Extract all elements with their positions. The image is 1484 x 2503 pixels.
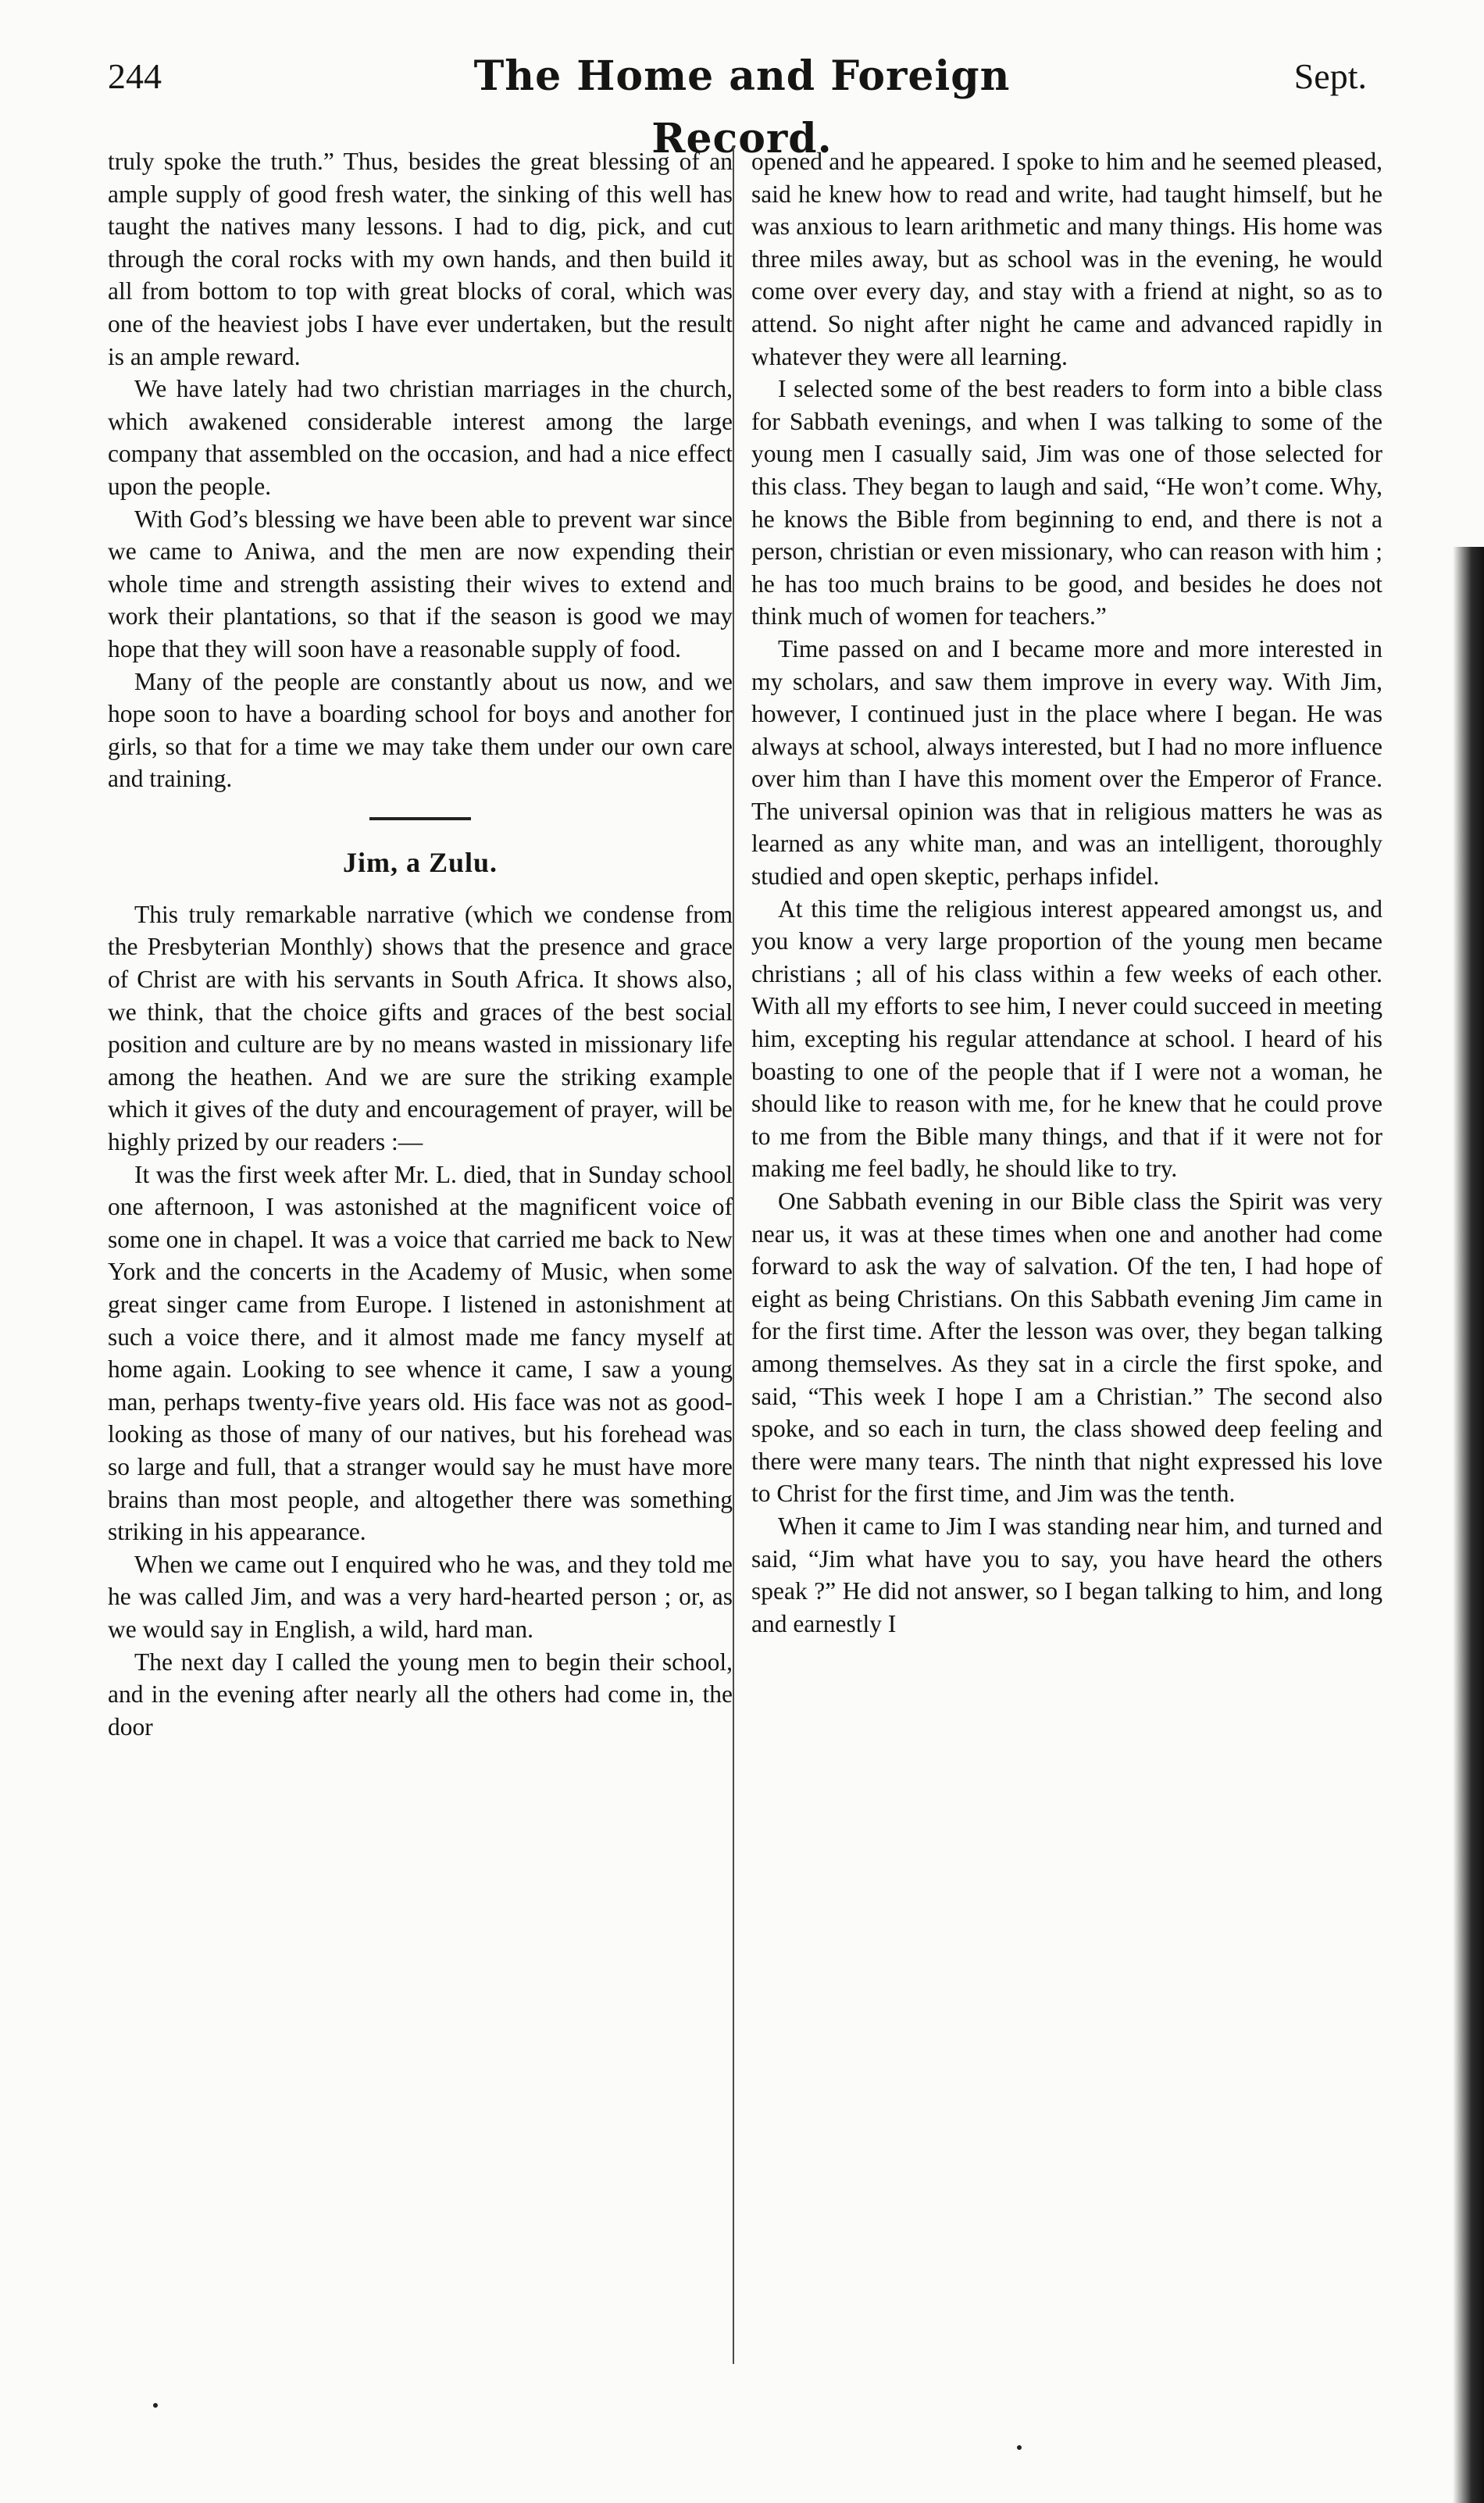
paragraph: It was the first week after Mr. L. died, that in Sunday school one afternoon, I was astonished at the magnificent voice of some one in chapel. It was a voice that carried me back to New York and the concerts in the Academy of Music, when some great singer came from Europe. I listened in astonishment at such a voice there, and it almost made me fancy myself at home again. Looking to see whence it came, I saw a young man, perhaps twenty-five years old. His face was not as good-looking as those of many of our natives, but his forehead was so large and full, that a stranger would say he must have more brains than most people, and altogether there was something striking in his appearance. xyxy=(108,1160,733,1546)
left-column xyxy=(108,145,733,2392)
right-column xyxy=(751,145,1382,2392)
issue-month: Sept. xyxy=(1293,56,1367,96)
column-separator xyxy=(733,145,734,2364)
page-header xyxy=(0,45,1484,162)
paragraph: One Sabbath evening in our Bible class the Spirit was very near us, it was at these times when one and another had come forward to ask the way of salvation. Of the ten, I had hope of eight as being Christians. On this Sabbath evening Jim came in for the first time. After the lesson was over, they began talking among themselves. As they sat in a circle the first spoke, and said, “This week I hope I am a Christian.” The second also spoke, and so each in turn, the class showed deep feeling and there were many tears. The ninth that night expressed his love to Christ for the first time, and Jim was the tenth. xyxy=(751,1187,1382,1508)
paragraph: truly spoke the truth.” Thus, besides the great blessing of an ample supply of good fresh water, the sinking of this well has taught the natives many lessons. I had to dig, pick, and cut through the coral rocks with my own hands, and then build it all from bottom to top with great blocks of coral, which was one of the heaviest jobs I have ever undertaken, but the result is an ample reward. xyxy=(108,148,733,370)
paragraph: At this time the religious interest appeared amongst us, and you know a very large proportion of the young men became christians ; all of his class within a few weeks of each other. With all my efforts to see him, I never could succeed in meeting him, excepting his regular attendance at school. I heard of his boasting to one of the people that if I were not a woman, he should like to reason with me, for he knew that he could prove to me from the Bible many things, and that if it were not for making me feel badly, he should like to try. xyxy=(751,894,1382,1183)
paragraph: I selected some of the best readers to form into a bible class for Sabbath evenings, and when I was talking to some of the young men I casually said, Jim was one of those selected for this class. They began to laugh and said, “He won’t come. Why, he knows the Bible from beginning to end, and there is not a person, christian or even missionary, who can reason with him ; he has too much brains to be good, and besides he does not think much of women for teachers.” xyxy=(751,375,1382,630)
speck xyxy=(1017,2445,1022,2450)
paragraph: Time passed on and I became more and more interested in my scholars, and saw them improve in every way. With Jim, however, I continued just in the place where I began. He was always at school, always interested, but I had no more influence over him than I have this moment over the Emperor of France. The universal opinion was that in religious matters he was as learned as any white man, and was an intelligent, thoroughly studied and open skeptic, perhaps infidel. xyxy=(751,634,1382,891)
paragraph: This truly remarkable narrative (which we condense from the Presbyterian Monthly) shows that the presence and grace of Christ are with his servants in South Africa. It shows also, we think, that the choice gifts and graces of the best social position and culture are by no means wasted in missionary life among the heathen. And we are sure the striking example which it gives of the duty and encouragement of prayer, will be highly prized by our readers :— xyxy=(108,900,733,1156)
paragraph: When it came to Jim I was standing near him, and turned and said, “Jim what have you to say, you have heard the others speak ?” He did not answer, so I began talking to him, and long and earnestly I xyxy=(751,1512,1382,1637)
page-edge-shadow xyxy=(1453,547,1484,2503)
section-title: Jim, a Zulu. xyxy=(342,846,498,878)
section-divider xyxy=(369,817,471,820)
paragraph: We have lately had two christian marriages in the church, which awakened considerable interest among the large company that assembled on the occasion, and had a nice effect upon the people. xyxy=(108,375,733,500)
page-number: 244 xyxy=(108,56,162,96)
paragraph: Many of the people are constantly about us now, and we hope soon to have a boarding school for boys and another for girls, so that for a time we may take them under our own care and training. xyxy=(108,667,733,793)
journal-title: The Home and Foreign Record. xyxy=(473,52,1011,162)
paragraph: The next day I called the young men to begin their school, and in the evening after nearly all the others had come in, the door xyxy=(108,1648,733,1741)
paragraph: opened and he appeared. I spoke to him and he seemed pleased, said he knew how to read and write, had taught himself, but he was anxious to learn arithmetic and many things. His home was three miles away, but as school was in the evening, he would come over every day, and stay with a friend at night, so as to attend. So night after night he came and advanced rapidly in whatever they were all learning. xyxy=(751,148,1382,370)
speck xyxy=(153,2403,158,2408)
paragraph: When we came out I enquired who he was, and they told me he was called Jim, and was a very hard-hearted person ; or, as we would say in English, a wild, hard man. xyxy=(108,1550,733,1643)
paragraph: With God’s blessing we have been able to prevent war since we came to Aniwa, and the men are now expending their whole time and strength assisting their wives to extend and work their plantations, so that if the season is good we may hope that they will soon have a reasonable supply of food. xyxy=(108,505,733,662)
